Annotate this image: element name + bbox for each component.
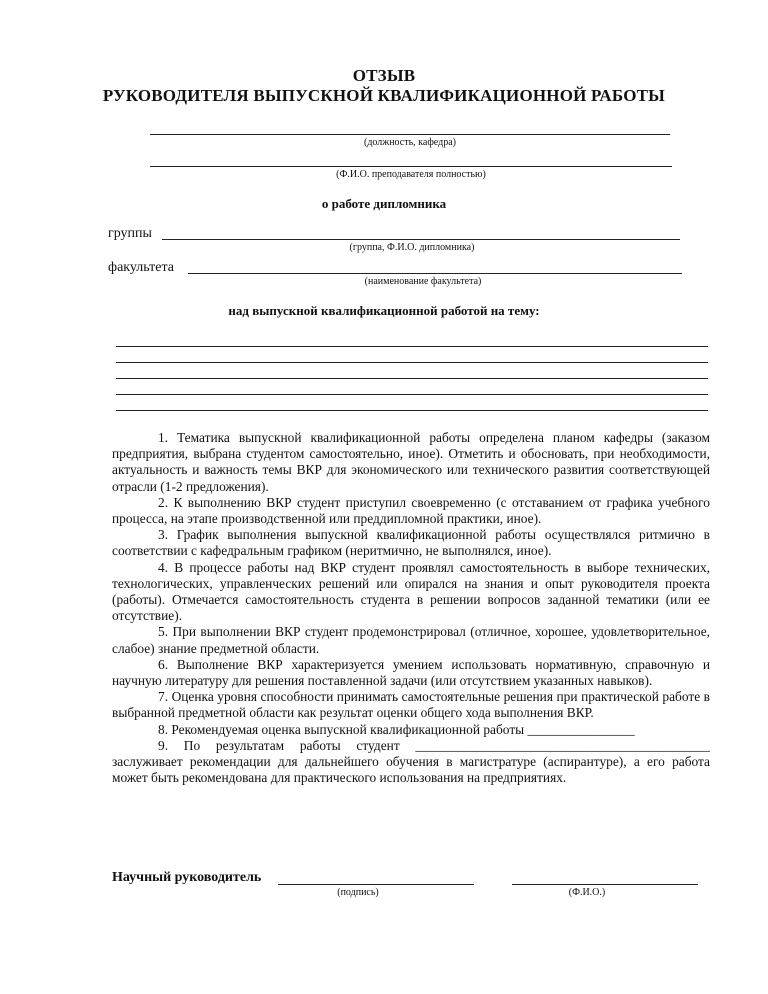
review-item: 9. По результатам работы студент ____________________________________________ заслуживает рекомендации для дальнейшего обучения в магистратуре (аспирантуре), а его работа может быть рекомендована для практического использования на предприятиях. [112,737,710,786]
document-subtitle: РУКОВОДИТЕЛЯ ВЫПУСКНОЙ КВАЛИФИКАЦИОННОЙ РАБОТЫ [102,86,666,105]
work-heading: о работе дипломника [321,196,447,211]
name-caption: (Ф.И.О.) [568,887,606,898]
topic-line [116,394,708,395]
position-blank-line [150,134,670,135]
review-item: 4. В процессе работы над ВКР студент проявлял самостоятельность в выборе технических, технологических, управленческих решений или опирался на знания и опыт руководителя проекта (работы). Отмечается самостоятельность студента в решении вопросов заданной тематики (или ее отсутствие). [112,559,710,624]
topic-line [116,378,708,379]
topic-line [116,362,708,363]
group-blank-line [162,239,680,240]
topic-heading: над выпускной квалификационной работой на тему: [228,303,540,318]
teacher-caption: (Ф.И.О. преподавателя полностью) [336,169,486,180]
review-item: 7. Оценка уровня способности принимать самостоятельные решения при практической работе в выбранной предметной области как результат оценки общего хода выполнения ВКР. [112,689,710,721]
name-blank-line [512,884,698,885]
review-item: 5. При выполнении ВКР студент продемонстрировал (отличное, хорошее, удовлетворительное, слабое) знание предметной области. [112,624,710,656]
review-item: 3. График выполнения выпускной квалификационной работы осуществлялся ритмично в соответствии с кафедральным графиком (неритмично, не выполнялся, иное). [112,527,710,559]
teacher-blank-line [150,166,672,167]
topic-line [116,346,708,347]
review-item: 8. Рекомендуемая оценка выпускной квалификационной работы ________________ [158,721,635,737]
signature-blank-line [278,884,474,885]
position-caption: (должность, кафедра) [364,137,456,148]
document-title: ОТЗЫВ [352,66,416,85]
group-label: группы [108,226,152,241]
review-items [112,430,710,786]
topic-line [116,410,708,411]
group-caption: (группа, Ф.И.О. дипломника) [349,242,475,253]
review-item: 2. К выполнению ВКР студент приступил своевременно (с отставанием от графика учебного процесса, на этапе производственной или преддипломной практики, иное). [112,494,710,527]
faculty-caption: (наименование факультета) [364,276,482,287]
review-item: 1. Тематика выпускной квалификационной работы определена планом кафедры (заказом предприятия, выбрана студентом самостоятельно, иное). Отметить и обосновать, при необходимости, актуальность и важность темы ВКР для экономического или технического развития соответствующей отрасли (1-2 предложения). [112,430,710,494]
review-item: 6. Выполнение ВКР характеризуется умением использовать нормативную, справочную и научную литературу для решения поставленной задачи (или отсутствием указанных навыков). [112,656,710,689]
faculty-blank-line [188,273,682,274]
faculty-label: факультета [108,260,174,275]
supervisor-label: Научный руководитель [112,870,262,885]
signature-caption: (подпись) [337,887,379,898]
